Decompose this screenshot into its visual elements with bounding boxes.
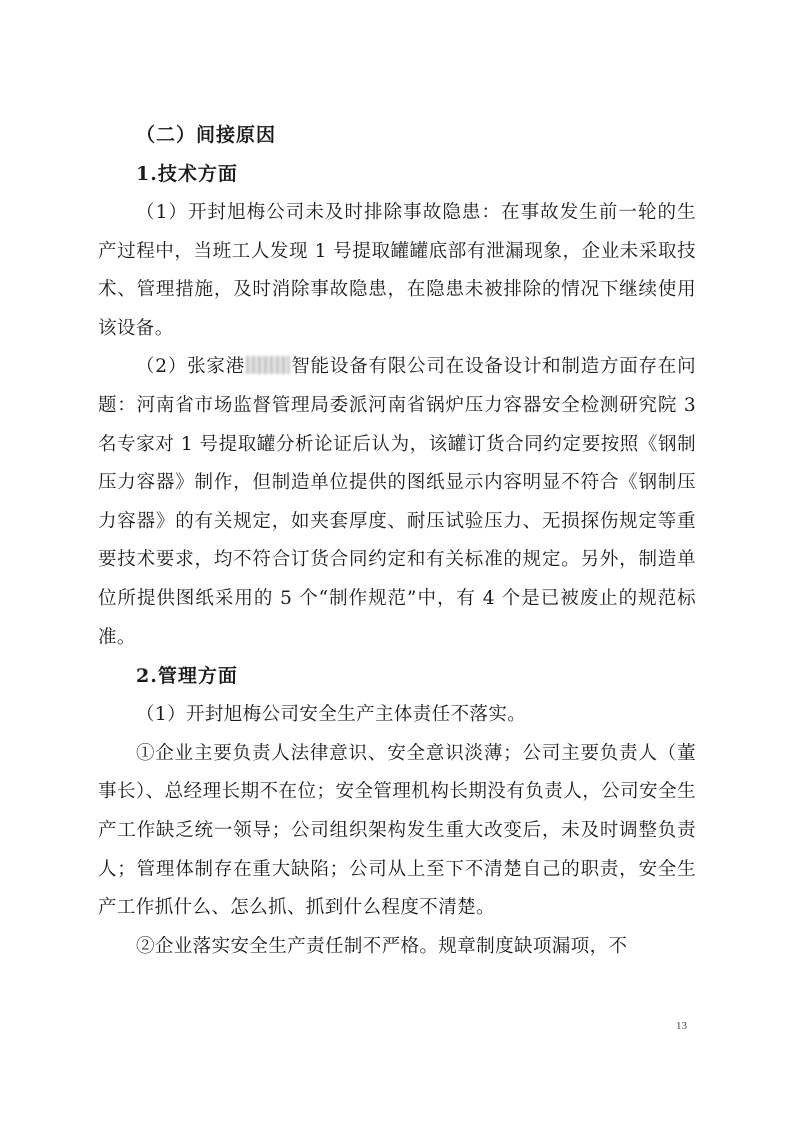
paragraph-mgmt-2: ①企业主要负责人法律意识、安全意识淡薄；公司主要负责人（董事长）、总经理长期不在位；安全管理机构长期没有负责人，公司安全生产工作缺乏统一领导；公司组织架构发生重大改变后，未及时调整负责人；管理体制存在重大缺陷；公司从上至下不清楚自己的职责，安全生产工作抓什么、怎么抓、抓到什么程度不清楚。 [98, 742, 696, 919]
page-body [98, 116, 696, 966]
subheading-technical: 1.技术方面 [136, 163, 238, 185]
paragraph-tech-2-prefix: （2）张家港 [136, 356, 245, 378]
section-heading: （二）间接原因 [136, 124, 277, 146]
paragraph-mgmt-1: （1）开封旭梅公司安全生产主体责任不落实。 [136, 704, 527, 726]
paragraph-tech-1: （1）开封旭梅公司未及时排除事故隐患：在事故发生前一轮的生产过程中，当班工人发现 1 号提取罐罐底部有泄漏现象，企业未采取技术、管理措施，及时消除事故隐患，在隐患未被排除的情况下继续使用该设备。 [98, 202, 696, 339]
page-number: 13 [676, 1020, 687, 1032]
redacted-company-name [246, 356, 290, 374]
paragraph-tech-2 [98, 348, 696, 657]
paragraph-mgmt-3: ②企业落实安全生产责任制不严格。规章制度缺项漏项，不 [136, 935, 628, 957]
subheading-management: 2.管理方面 [136, 665, 238, 688]
paragraph-tech-2-suffix: 智能设备有限公司在设备设计和制造方面存在问题：河南省市场监督管理局委派河南省锅炉压力容器安全检测研究院 3 名专家对 1 号提取罐分析论证后认为，该罐订货合同约定要按照《钢制压力容器》制作，但制造单位提供的图纸显示内容明显不符合《钢制压力容器》的有关规定，如夹套厚度、耐压试验压力、无损探伤规定等重要技术要求，均不符合订货合同约定和有关标准的规定。另外，制造单位所提供图纸采用的 5 个“制作规范”中，有 4 个是已被废止的规范标准。 [98, 356, 697, 648]
